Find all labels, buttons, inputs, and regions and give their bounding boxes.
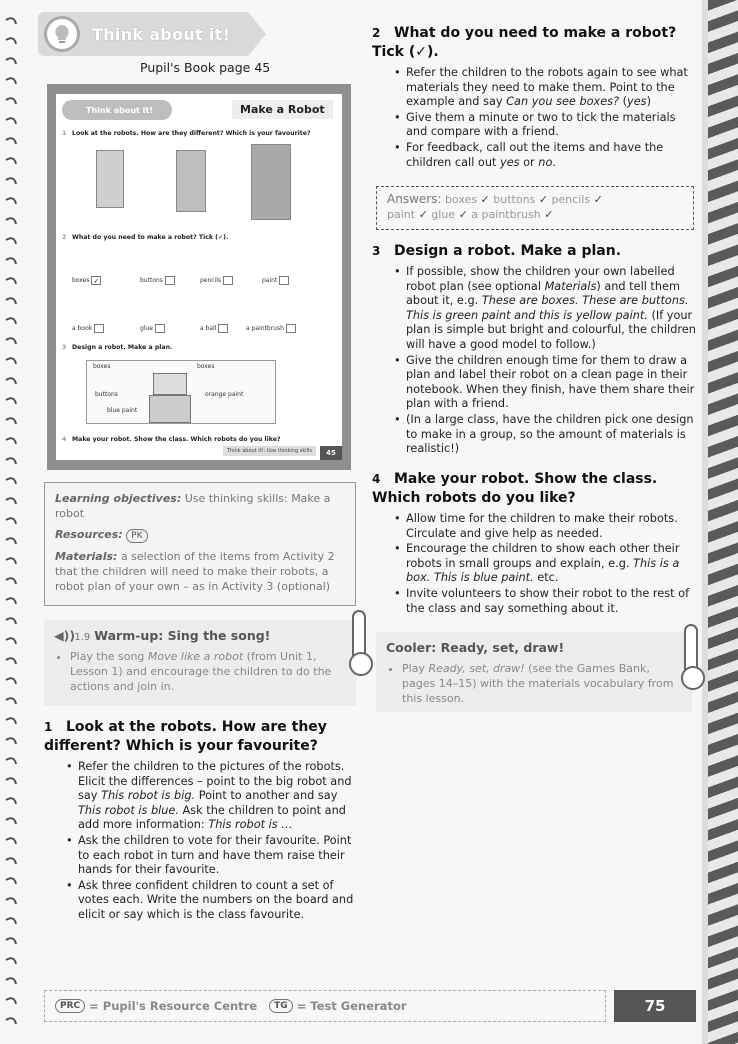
thumb-item xyxy=(200,276,233,285)
track-number: 1.9 xyxy=(74,632,91,643)
text: Refer the children to the pictures of the robots. Elicit the differences – point to the big robot and say xyxy=(78,760,352,803)
plan-label: buttons xyxy=(95,391,118,398)
text: yes xyxy=(627,95,647,109)
checkbox xyxy=(286,324,296,333)
activity-number: 3 xyxy=(372,244,381,258)
resources xyxy=(55,527,345,543)
text: Can you see boxes? xyxy=(506,95,620,109)
thumb-item xyxy=(72,276,101,285)
activity-3-title xyxy=(372,242,698,261)
list-item: • Give them a minute or two to tick the materials and compare with a friend. xyxy=(394,111,698,140)
thumb-item xyxy=(72,324,104,333)
text: Point to another and say xyxy=(195,789,338,803)
warm-up-title-text: Warm-up: Sing the song! xyxy=(94,628,271,643)
section-title: Think about it! xyxy=(92,24,231,44)
plan-label: boxes xyxy=(197,363,215,370)
think-about-it-tab xyxy=(38,12,248,56)
thumb-item-label: paint xyxy=(262,277,278,284)
thermometer-icon xyxy=(684,624,698,682)
text: For feedback, call out the items and have the children call out xyxy=(406,140,664,169)
mat-text: a selection of the items from Activity 2 that the children will need to make their robots, a robot plan of your own – as in Activity 3 (optional) xyxy=(55,550,335,593)
activity-number: 2 xyxy=(372,26,381,40)
warm-up-list xyxy=(54,649,346,694)
list-item: • Invite volunteers to show their robot to the rest of the class and say something about it. xyxy=(394,587,698,616)
text: Ask the children to point and add more information: xyxy=(78,803,346,832)
text: no xyxy=(538,155,553,169)
list-item: • Give the children enough time for them to draw a plan and label their robot on a clean page in their notebook. When they finish, have them share their plan with a friend. xyxy=(394,354,698,412)
checkbox xyxy=(223,276,233,285)
plan-robot-body xyxy=(149,395,191,423)
activity-1-title xyxy=(44,718,358,756)
thermometer-icon xyxy=(352,610,366,668)
text: ( xyxy=(619,95,628,109)
text: (see the Games Bank, pages 14–15) with the materials vocabulary from this lesson. xyxy=(402,662,674,705)
answer-item: a paintbrush xyxy=(471,208,541,221)
materials xyxy=(55,549,345,594)
tick-icon: ✓ xyxy=(480,193,490,206)
thumbnail-q3: 3 Design a robot. Make a plan. xyxy=(62,344,173,351)
thumb-item-label: a ball xyxy=(200,325,217,332)
activity-2-list xyxy=(372,66,698,170)
list-item: • Ask the children to vote for their favourite. Point to each robot in turn and have them raise their hands for their favourite. xyxy=(66,834,358,878)
list-item xyxy=(394,66,698,110)
tick-icon: ✓ xyxy=(544,208,554,221)
list-item xyxy=(394,542,698,586)
lightbulb-icon xyxy=(44,16,80,52)
activity-1-list xyxy=(44,760,358,923)
lo-text: Use thinking skills: Make a robot xyxy=(55,492,331,520)
thumbnail-page-number: 45 xyxy=(320,446,342,460)
robot-plan-drawing xyxy=(86,360,276,424)
plan-label: boxes xyxy=(93,363,111,370)
activity-title-text: Look at the robots. How are they different? Which is your favourite? xyxy=(44,719,327,754)
thumbnail-tab: Think about it! xyxy=(62,100,172,120)
activity-2 xyxy=(372,24,698,171)
plan-robot-head xyxy=(153,373,187,395)
activity-title-text: Make your robot. Show the class. Which robots do you like? xyxy=(372,471,658,506)
text: ) xyxy=(646,95,651,109)
list-item: • (In a large class, have the children pick one design to make in a group, so the amount of materials is realistic!) xyxy=(394,413,698,457)
tick-icon: ✓ xyxy=(593,193,603,206)
objectives-box xyxy=(44,482,356,606)
answers-box xyxy=(376,186,694,230)
text: ) and tell them about it, e.g. xyxy=(406,279,680,308)
thumb-item xyxy=(262,276,289,285)
robot-image-big xyxy=(251,144,291,220)
answer-item: paint xyxy=(387,208,416,221)
thumbnail-footer: Think about it!: Use thinking skills xyxy=(223,446,316,456)
cooler-list xyxy=(386,661,682,706)
list-item: • Ask three confident children to count a set of votes each. Write the numbers on the board and elicit or say which is the class favourite. xyxy=(66,879,358,923)
activity-number: 1 xyxy=(44,720,53,734)
thumbnail-q3-text: Design a robot. Make a plan. xyxy=(72,344,173,351)
checkbox xyxy=(279,276,289,285)
checkbox xyxy=(218,324,228,333)
warm-up-box xyxy=(44,620,356,706)
list-item xyxy=(70,649,346,694)
thumb-item xyxy=(200,324,228,333)
activity-1 xyxy=(44,718,358,924)
game-title: Ready, set, draw! xyxy=(428,662,525,675)
list-item xyxy=(394,265,698,353)
song-title: Move like a robot xyxy=(147,650,244,663)
thumbnail-q1-text: Look at the robots. How are they different? Which is your favourite? xyxy=(72,130,311,137)
text: This is a box. This is blue paint. xyxy=(406,556,680,585)
thumbnail-q1: 1 Look at the robots. How are they different? Which is your favourite? xyxy=(62,130,311,137)
edge-stripe xyxy=(708,0,738,1044)
text: Play the song xyxy=(70,650,148,663)
text: Play xyxy=(402,662,429,675)
checkbox xyxy=(94,324,104,333)
list-item xyxy=(394,141,698,170)
thumb-item-label: a paintbrush xyxy=(246,325,284,332)
thumbnail-make-title: Make a Robot xyxy=(232,100,333,119)
spiral-binding xyxy=(0,0,30,1044)
text: or xyxy=(519,155,539,169)
text: These are boxes. These are buttons. This is green paint and this is yellow paint. xyxy=(406,294,689,322)
pk-badge: PK xyxy=(126,529,147,543)
activity-title-text: What do you need to make a robot? Tick (✓). xyxy=(372,25,677,60)
list-item xyxy=(402,661,682,706)
text: This robot is … xyxy=(208,818,293,832)
thumb-item-label: a book xyxy=(72,325,93,332)
checkbox xyxy=(155,324,165,333)
thumb-item-label: pencils xyxy=(200,277,222,284)
activity-3-list xyxy=(372,265,698,457)
text: (from Unit 1, Lesson 1) and encourage the children to do the actions and join in. xyxy=(70,650,332,693)
thumb-item-label: buttons xyxy=(140,277,163,284)
robot-image-blue xyxy=(176,150,206,212)
text: This robot is blue. xyxy=(78,803,179,817)
text: Materials xyxy=(544,279,597,293)
cooler-box xyxy=(376,632,692,712)
thumb-item-label: glue xyxy=(140,325,153,332)
tg-badge: TG xyxy=(269,999,293,1013)
text: If possible, show the children your own labelled robot plan (see optional xyxy=(406,265,675,293)
tick-icon: ✓ xyxy=(458,208,468,221)
thumb-item-label: boxes xyxy=(72,277,90,284)
activity-4-title xyxy=(372,470,698,508)
text: etc. xyxy=(533,571,559,585)
pupils-book-thumbnail xyxy=(47,84,351,470)
answer-item: buttons xyxy=(493,193,536,206)
text: Encourage the children to show each other their robots in small groups and explain, e.g. xyxy=(406,542,680,570)
text: Refer the children to the robots again to see what materials they need to make them. Point to the example and say xyxy=(406,66,688,109)
plan-label: orange paint xyxy=(205,391,244,398)
list-item xyxy=(66,760,358,833)
tick-icon: ✓ xyxy=(538,193,548,206)
tick-icon: ✓ xyxy=(418,208,428,221)
answers-label: Answers: xyxy=(387,192,442,206)
activity-4-list xyxy=(372,512,698,616)
warm-up-title xyxy=(54,628,346,643)
page-number: 75 xyxy=(614,990,696,1022)
thumb-item xyxy=(140,324,165,333)
plan-label: blue paint xyxy=(107,407,138,414)
checkbox xyxy=(165,276,175,285)
answer-item: boxes xyxy=(445,193,478,206)
activity-4 xyxy=(372,470,698,617)
thumbnail-q2-text: What do you need to make a robot? Tick (✓). xyxy=(72,234,229,241)
thumb-item xyxy=(140,276,175,285)
text: This robot is big. xyxy=(101,789,196,803)
thumbnail-page xyxy=(56,94,342,460)
thumbnail-q4: 4 Make your robot. Show the class. Which robots do you like? xyxy=(62,436,281,443)
mat-label: Materials: xyxy=(55,550,118,563)
learning-objectives xyxy=(55,491,345,521)
activity-3 xyxy=(372,242,698,458)
list-item: • Allow time for the children to make their robots. Circulate and give help as needed. xyxy=(394,512,698,541)
footer-legend xyxy=(44,990,606,1022)
thumbnail-q4-text: Make your robot. Show the class. Which robots do you like? xyxy=(72,436,281,443)
text: . xyxy=(552,155,556,169)
text: (If your plan is simple but bright and colourful, the children will have a good model to follow.) xyxy=(406,308,696,351)
activity-number: 4 xyxy=(372,472,381,486)
thumbnail-q2: 2 What do you need to make a robot? Tick (✓). xyxy=(62,234,229,241)
prc-text: = Pupil's Resource Centre xyxy=(89,999,258,1013)
res-label: Resources: xyxy=(55,528,123,541)
audio-icon: ◀)) xyxy=(54,628,76,643)
robot-image-small xyxy=(96,150,124,208)
pupils-book-ref: Pupil's Book page 45 xyxy=(140,60,271,75)
activity-2-title xyxy=(372,24,698,62)
thumb-item xyxy=(246,324,296,333)
checkbox-ticked: ✓ xyxy=(91,276,101,285)
activity-title-text: Design a robot. Make a plan. xyxy=(394,243,622,259)
text: yes xyxy=(500,155,520,169)
cooler-title: Cooler: Ready, set, draw! xyxy=(386,640,565,655)
answer-item: glue xyxy=(431,208,456,221)
lo-label: Learning objectives: xyxy=(55,492,182,505)
prc-badge: PRC xyxy=(55,999,85,1013)
tg-text: = Test Generator xyxy=(296,999,407,1013)
answer-item: pencils xyxy=(551,193,591,206)
